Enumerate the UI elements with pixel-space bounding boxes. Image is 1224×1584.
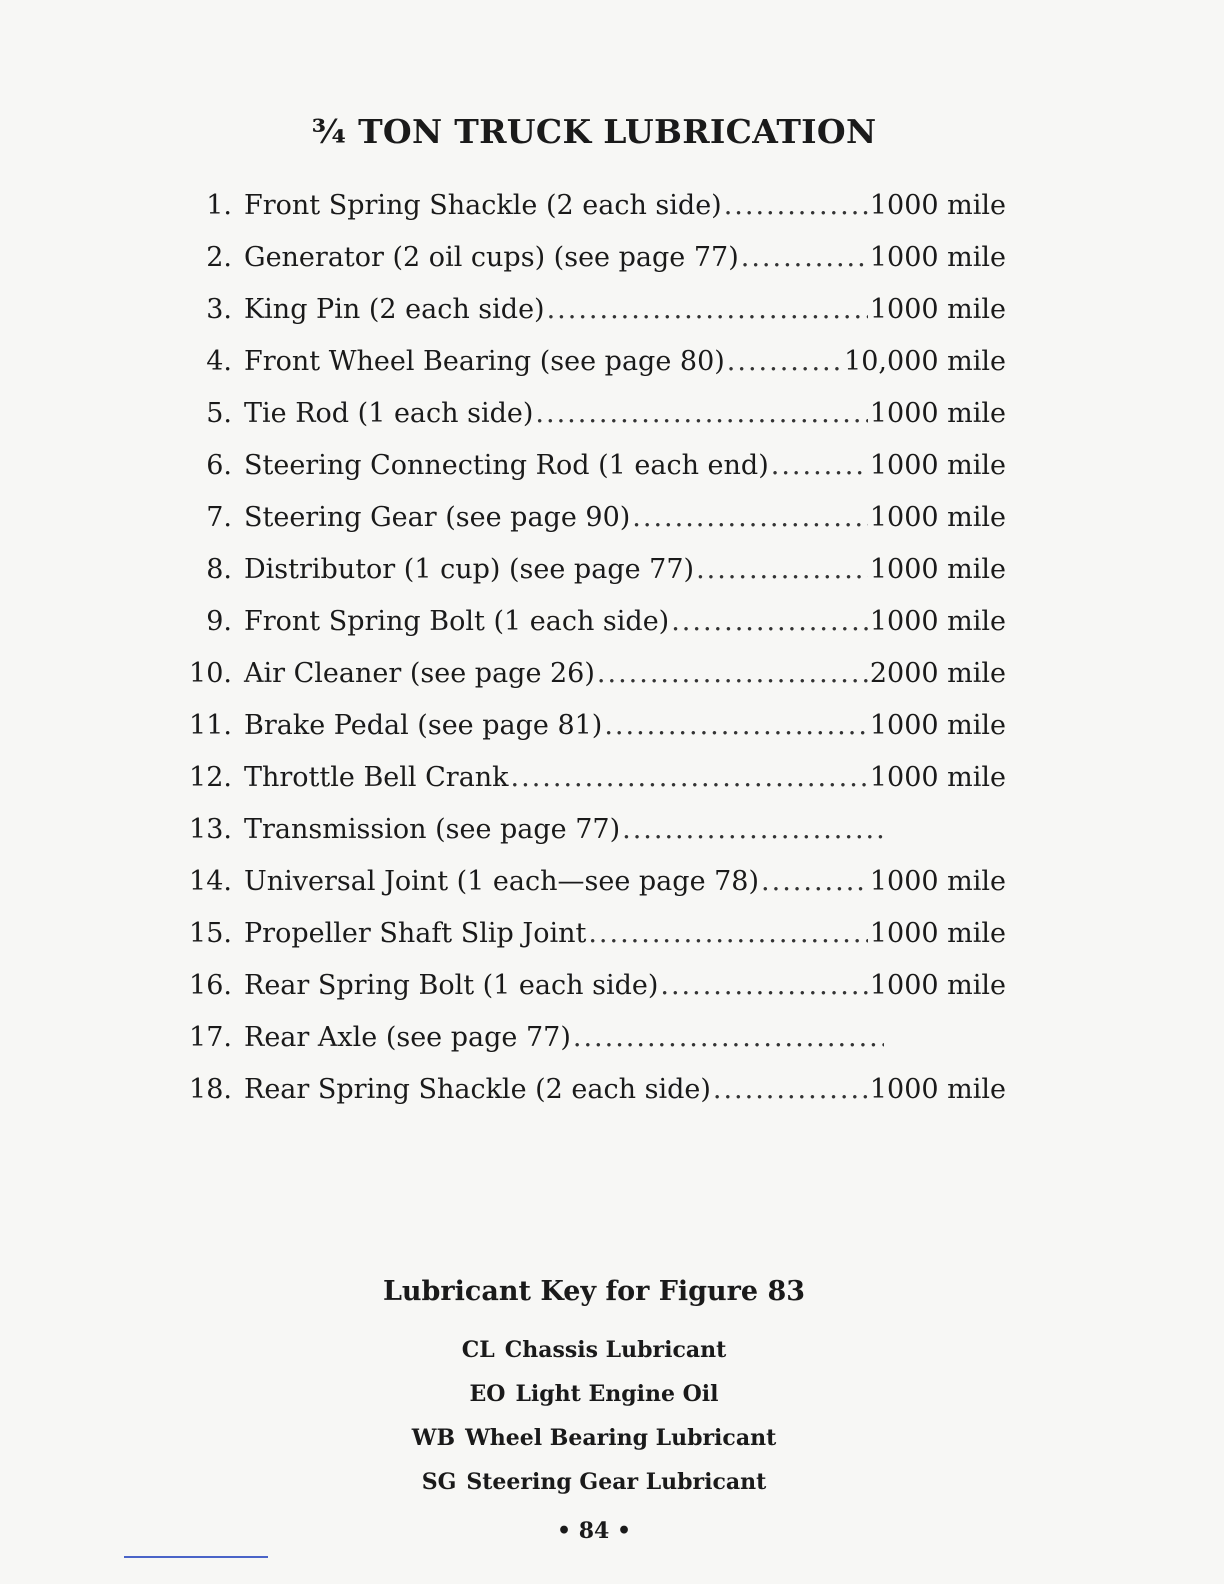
key-entry <box>0 1460 1188 1504</box>
dot-leader <box>724 180 868 232</box>
dot-leader <box>727 336 842 388</box>
list-item <box>178 440 1006 492</box>
dot-leader <box>573 1012 884 1064</box>
item-interval: 1000 mile <box>869 450 1006 481</box>
item-interval: 1000 mile <box>869 970 1006 1001</box>
list-item <box>178 752 1006 804</box>
item-number: 6. <box>206 450 232 481</box>
dot-leader <box>632 492 868 544</box>
key-code: EO <box>469 1381 506 1407</box>
item-number: 9. <box>206 606 232 637</box>
key-name: Wheel Bearing Lubricant <box>465 1425 777 1451</box>
item-number: 4. <box>206 346 232 377</box>
item-number: 7. <box>206 502 232 533</box>
item-number: 17. <box>189 1022 232 1053</box>
item-interval: 1000 mile <box>869 502 1006 533</box>
dot-leader <box>713 1064 868 1116</box>
item-interval: 1000 mile <box>869 190 1006 221</box>
item-interval: 1000 mile <box>869 242 1006 273</box>
list-item <box>178 388 1006 440</box>
dot-leader <box>771 440 868 492</box>
item-label: Rear Spring Bolt (1 each side) <box>244 970 659 1001</box>
item-interval: 1000 mile <box>869 710 1006 741</box>
lubricant-key-title: Lubricant Key for Figure 83 <box>382 1276 806 1307</box>
item-label: Transmission (see page 77) <box>244 814 621 845</box>
lubricant-key-list <box>0 1328 1188 1504</box>
list-item <box>178 180 1006 232</box>
item-number: 10. <box>189 658 232 689</box>
item-number: 5. <box>206 398 232 429</box>
list-item <box>178 544 1006 596</box>
key-name: Chassis Lubricant <box>504 1337 727 1363</box>
item-number: 8. <box>206 554 232 585</box>
item-label: Front Spring Shackle (2 each side) <box>244 190 722 221</box>
item-label: King Pin (2 each side) <box>244 294 545 325</box>
item-number: 2. <box>206 242 232 273</box>
dot-leader <box>588 908 868 960</box>
item-label: Front Wheel Bearing (see page 80) <box>244 346 725 377</box>
list-item <box>178 596 1006 648</box>
key-entry <box>0 1416 1188 1460</box>
item-label: Tie Rod (1 each side) <box>244 398 534 429</box>
dot-leader <box>741 232 868 284</box>
list-item <box>178 284 1006 336</box>
dot-leader <box>511 752 868 804</box>
item-number: 12. <box>189 762 232 793</box>
dot-leader <box>597 648 868 700</box>
list-item <box>178 700 1006 752</box>
dot-leader <box>622 804 884 856</box>
item-label: Generator (2 oil cups) (see page 77) <box>244 242 739 273</box>
item-interval: 1000 mile <box>869 1074 1006 1105</box>
dot-leader <box>604 700 868 752</box>
item-label: Propeller Shaft Slip Joint <box>244 918 587 949</box>
list-item <box>178 336 1006 388</box>
item-number: 18. <box>189 1074 232 1105</box>
lubrication-list <box>178 180 1006 1116</box>
list-item <box>178 492 1006 544</box>
item-interval: 2000 mile <box>869 658 1006 689</box>
list-item <box>178 648 1006 700</box>
key-entry <box>0 1328 1188 1372</box>
item-label: Distributor (1 cup) (see page 77) <box>244 554 695 585</box>
list-item <box>178 908 1006 960</box>
list-item <box>178 1064 1006 1116</box>
item-label: Steering Gear (see page 90) <box>244 502 631 533</box>
item-number: 15. <box>189 918 232 949</box>
list-item <box>178 804 1006 856</box>
item-number: 16. <box>189 970 232 1001</box>
item-number: 13. <box>189 814 232 845</box>
item-label: Throttle Bell Crank <box>244 762 509 793</box>
dot-leader <box>535 388 867 440</box>
list-item <box>178 232 1006 284</box>
item-label: Rear Spring Shackle (2 each side) <box>244 1074 711 1105</box>
dot-leader <box>761 856 868 908</box>
dot-leader <box>660 960 867 1012</box>
item-label: Brake Pedal (see page 81) <box>244 710 603 741</box>
item-interval: 1000 mile <box>869 294 1006 325</box>
page-number: • 84 • <box>556 1518 632 1544</box>
key-code: SG <box>421 1469 457 1495</box>
item-number: 1. <box>206 190 232 221</box>
item-number: 3. <box>206 294 232 325</box>
list-item <box>178 960 1006 1012</box>
item-label: Steering Connecting Rod (1 each end) <box>244 450 769 481</box>
dot-leader <box>671 596 868 648</box>
item-interval: 1000 mile <box>869 398 1006 429</box>
item-number: 14. <box>189 866 232 897</box>
item-number: 11. <box>189 710 232 741</box>
key-name: Steering Gear Lubricant <box>466 1469 767 1495</box>
item-label: Rear Axle (see page 77) <box>244 1022 571 1053</box>
item-label: Air Cleaner (see page 26) <box>244 658 595 689</box>
list-item <box>178 1012 1006 1064</box>
key-name: Light Engine Oil <box>515 1381 719 1407</box>
item-interval: 10,000 mile <box>844 346 1006 377</box>
item-interval: 1000 mile <box>869 866 1006 897</box>
decorative-rule <box>124 1556 268 1558</box>
key-code: CL <box>461 1337 495 1363</box>
key-code: WB <box>411 1425 456 1451</box>
dot-leader <box>696 544 868 596</box>
item-interval: 1000 mile <box>869 606 1006 637</box>
item-label: Front Spring Bolt (1 each side) <box>244 606 670 637</box>
page-title: ¾ TON TRUCK LUBRICATION <box>311 112 877 151</box>
list-item <box>178 856 1006 908</box>
item-interval: 1000 mile <box>869 918 1006 949</box>
item-interval: 1000 mile <box>869 554 1006 585</box>
key-entry <box>0 1372 1188 1416</box>
item-interval: 1000 mile <box>869 762 1006 793</box>
dot-leader <box>547 284 868 336</box>
item-label: Universal Joint (1 each—see page 78) <box>244 866 760 897</box>
